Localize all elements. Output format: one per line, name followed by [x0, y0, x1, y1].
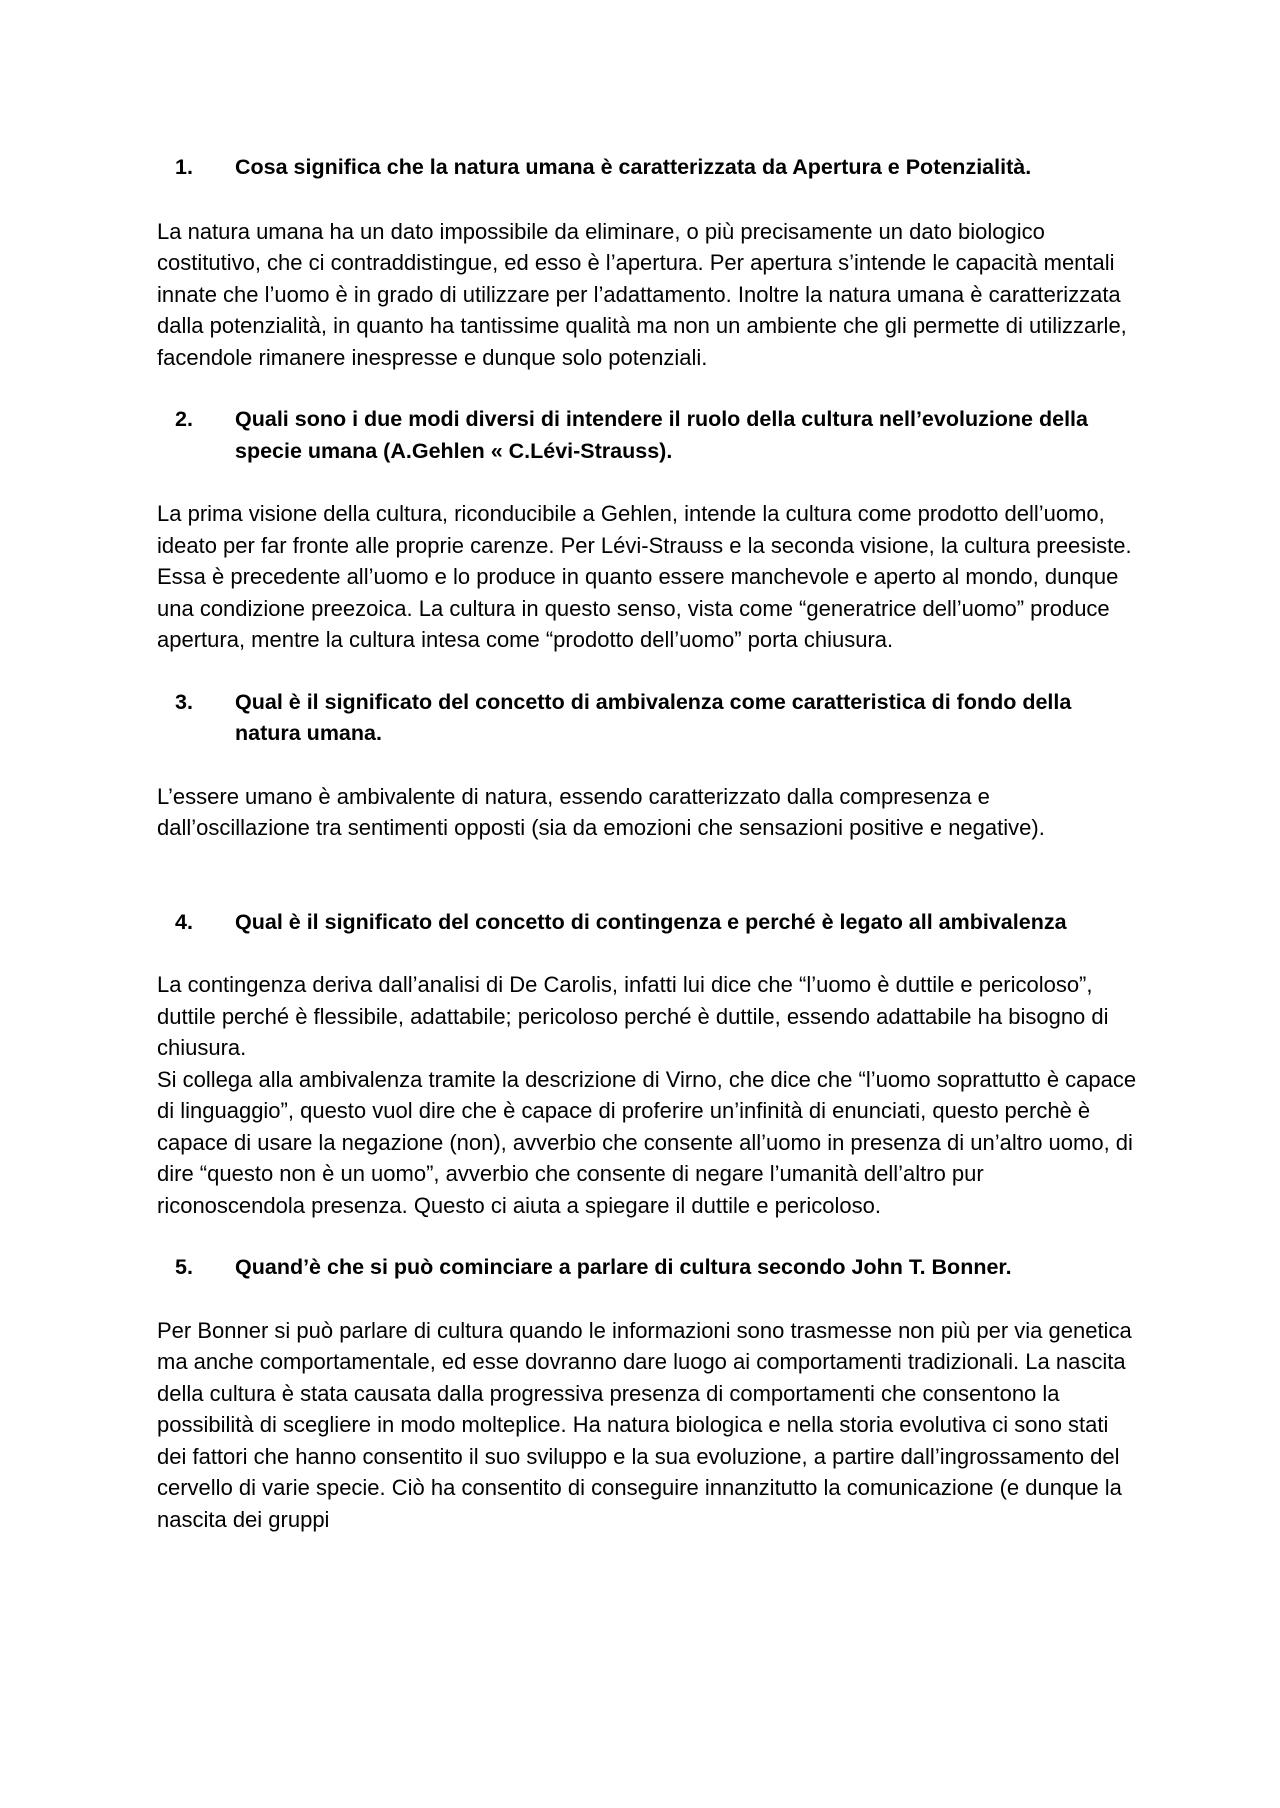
answer-paragraph: La contingenza deriva dall’analisi di De Carolis, infatti lui dice che “l’uomo è duttile e pericoloso”, duttile perché è flessibile, adattabile; pericoloso perché è duttile, essendo adattabile ha bisogno di chiusura. [157, 972, 1109, 1060]
answer-paragraph: Per Bonner si può parlare di cultura quando le informazioni sono trasmesse non più per via genetica ma anche comportamentale, ed esse dovranno dare luogo ai comportamenti tradizionali. La nascita della cultura è stata causata dalla progressiva presenza di comportamenti che consentono la possibilità di scegliere in modo molteplice. Ha natura biologica e nella storia evolutiva ci sono stati dei fattori che hanno consentito il suo sviluppo e la sua evoluzione, a partire dall’ingrossamento del cervello di varie specie. Ciò ha consentito di conseguire innanzitutto la comunicazione (e dunque la nascita dei gruppi [157, 1317, 1132, 1532]
answer-paragraph: La prima visione della cultura, riconducibile a Gehlen, intende la cultura come prodotto dell’uomo, ideato per far fronte alle proprie carenze. Per Lévi-Strauss e la seconda visione, la cultura preesiste. Essa è precedente all’uomo e lo produce in quanto essere manchevole e aperto al mondo, dunque una condizione preezoica. La cultura in questo senso, vista come “generatrice dell’uomo” produce apertura, mentre la cultura intesa come “prodotto dell’uomo” porta chiusura. [157, 501, 1132, 652]
question-text: Qual è il significato del concetto di contingenza e perché è legato all ambivalenza [235, 909, 1067, 934]
answer-paragraph: L’essere umano è ambivalente di natura, essendo caratterizzato dalla compresenza e dall’oscillazione tra sentimenti opposti (sia da emozioni che sensazioni positive e negative). [157, 783, 1045, 840]
document-page [157, 152, 1137, 1535]
answer-paragraph: La natura umana ha un dato impossibile da eliminare, o più precisamente un dato biologico costitutivo, che ci contraddistingue, ed esso è l’apertura. Per apertura s’intende le capacità mentali innate che l’uomo è in grado di utilizzare per l’adattamento. Inoltre la natura umana è caratterizzata dalla potenzialità, in quanto ha tantissime qualità ma non un ambiente che gli permette di utilizzarle, facendole rimanere inespresse e dunque solo potenziali. [157, 218, 1127, 370]
answer-paragraph: Si collega alla ambivalenza tramite la descrizione di Virno, che dice che “l’uomo soprattutto è capace di linguaggio”, questo vuol dire che è capace di proferire un’infinità di enunciati, questo perchè è capace di usare la negazione (non), avverbio che consente all’uomo in presenza di un’altro uomo, di dire “questo non è un uomo”, avverbio che consente di negare l’umanità dell’altro pur riconoscendola presenza. Questo ci aiuta a spiegare il duttile e pericoloso. [157, 1066, 1137, 1218]
question-text: Quali sono i due modi diversi di intendere il ruolo della cultura nell’evoluzione della specie umana (A.Gehlen « C.Lévi-Strauss). [235, 407, 1088, 463]
question-text: Quand’è che si può cominciare a parlare di cultura secondo John T. Bonner. [235, 1255, 1012, 1279]
question-number: 4. [175, 909, 193, 934]
question-number: 2. [175, 407, 193, 431]
question-text: Qual è il significato del concetto di ambivalenza come caratteristica di fondo della natura umana. [235, 689, 1072, 745]
question-number: 1. [175, 155, 193, 179]
question-heading [157, 152, 1137, 184]
question-text: Cosa significa che la natura umana è caratterizzata da Apertura e Potenzialità. [235, 155, 1032, 179]
answer-block [157, 1315, 1137, 1536]
question-number: 3. [175, 689, 193, 714]
answer-block [157, 781, 1137, 844]
question-heading [157, 404, 1137, 467]
question-number: 5. [175, 1255, 193, 1279]
question-heading [157, 907, 1137, 939]
answer-block [157, 969, 1137, 1221]
question-heading [157, 687, 1137, 750]
question-heading [157, 1252, 1137, 1284]
answer-block [157, 498, 1137, 656]
answer-block [157, 216, 1137, 374]
